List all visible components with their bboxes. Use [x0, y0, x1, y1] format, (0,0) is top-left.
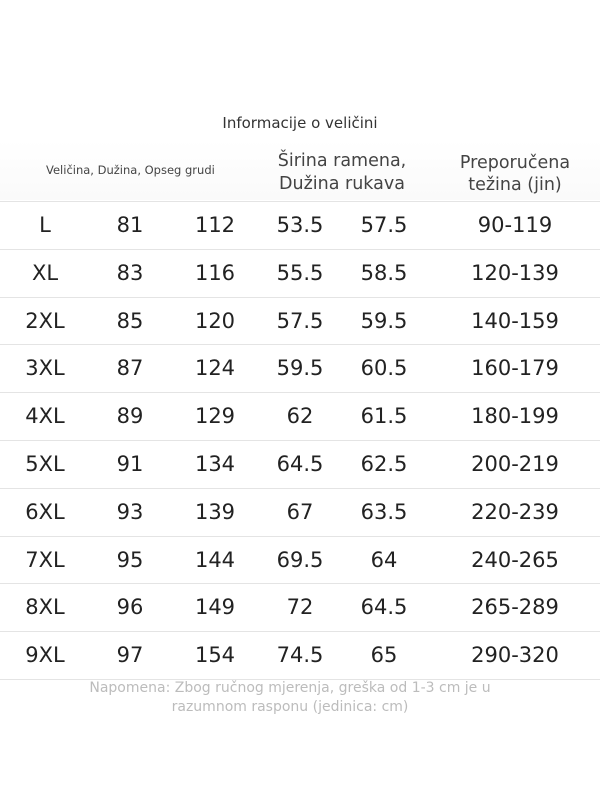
table-row: [0, 392, 600, 440]
cell-chest: 144: [194, 547, 236, 572]
cell-weight: 90-119: [477, 213, 553, 237]
header-size-length-chest: Veličina, Dužina, Opseg grudi: [46, 163, 215, 177]
cell-size: L: [39, 213, 51, 237]
cell-chest: 124: [194, 356, 236, 381]
note-line-2: razumnom rasponu (jedinica: cm): [171, 699, 409, 715]
header-shoulder-label: Širina ramena,: [277, 151, 407, 171]
cell-size: 8XL: [25, 595, 65, 620]
header-weight-label-line1: Preporučena: [459, 153, 571, 173]
table-row: [0, 488, 600, 536]
cell-chest: 154: [194, 643, 236, 668]
cell-size: 4XL: [25, 404, 65, 429]
cell-shoulder: 64.5: [276, 451, 324, 476]
table-row: [0, 201, 600, 249]
table-row: [0, 249, 600, 297]
cell-length: 81: [116, 213, 144, 237]
table-row: [0, 344, 600, 392]
cell-sleeve: 59.5: [360, 308, 408, 333]
cell-weight: 140-159: [471, 308, 559, 333]
cell-sleeve: 65: [370, 643, 398, 668]
cell-length: 93: [116, 499, 144, 524]
cell-weight: 240-265: [471, 547, 559, 572]
cell-weight: 265-289: [471, 595, 559, 620]
cell-shoulder: 53.5: [276, 213, 324, 237]
size-table: [0, 201, 600, 680]
cell-shoulder: 55.5: [276, 260, 324, 285]
cell-size: XL: [31, 260, 59, 285]
cell-length: 97: [116, 643, 144, 668]
cell-size: 9XL: [25, 643, 65, 668]
note-line-1: Napomena: Zbog ručnog mjerenja, greška od 1-3 cm je u: [89, 680, 491, 696]
header-shoulder-sleeve: [262, 150, 422, 196]
cell-size: 2XL: [25, 308, 65, 333]
measurement-note: [40, 679, 540, 717]
cell-size: 5XL: [25, 451, 65, 476]
header-sleeve-label: Dužina rukava: [279, 174, 405, 194]
cell-chest: 112: [194, 213, 236, 237]
cell-length: 95: [116, 547, 144, 572]
cell-length: 87: [116, 356, 144, 381]
cell-weight: 160-179: [471, 356, 559, 381]
table-row: [0, 583, 600, 631]
cell-sleeve: 64.5: [360, 595, 408, 620]
cell-length: 96: [116, 595, 144, 620]
cell-sleeve: 61.5: [360, 404, 408, 429]
cell-sleeve: 64: [370, 547, 398, 572]
cell-weight: 200-219: [471, 451, 559, 476]
cell-shoulder: 72: [286, 595, 314, 620]
cell-length: 85: [116, 308, 144, 333]
cell-sleeve: 62.5: [360, 451, 408, 476]
cell-chest: 120: [194, 308, 236, 333]
header-recommended-weight: [435, 152, 595, 196]
cell-shoulder: 62: [286, 404, 314, 429]
table-row: [0, 297, 600, 345]
cell-weight: 180-199: [471, 404, 559, 429]
cell-shoulder: 74.5: [276, 643, 324, 668]
cell-sleeve: 63.5: [360, 499, 408, 524]
cell-size: 6XL: [25, 499, 65, 524]
cell-size: 3XL: [25, 356, 65, 381]
cell-chest: 134: [194, 451, 236, 476]
cell-size: 7XL: [25, 547, 65, 572]
table-row: [0, 536, 600, 584]
table-row: [0, 631, 600, 680]
cell-sleeve: 60.5: [360, 356, 408, 381]
cell-shoulder: 59.5: [276, 356, 324, 381]
header-weight-label-line2: težina (jin): [468, 175, 562, 195]
cell-length: 91: [116, 451, 144, 476]
cell-shoulder: 67: [286, 499, 314, 524]
cell-chest: 116: [194, 260, 236, 285]
cell-chest: 139: [194, 499, 236, 524]
cell-weight: 290-320: [471, 643, 559, 668]
page-title: Informacije o veličini: [222, 114, 378, 132]
cell-weight: 220-239: [471, 499, 559, 524]
table-row: [0, 440, 600, 488]
cell-length: 89: [116, 404, 144, 429]
cell-shoulder: 57.5: [276, 308, 324, 333]
cell-chest: 129: [194, 404, 236, 429]
cell-sleeve: 58.5: [360, 260, 408, 285]
cell-shoulder: 69.5: [276, 547, 324, 572]
cell-weight: 120-139: [471, 260, 559, 285]
cell-chest: 149: [194, 595, 236, 620]
cell-sleeve: 57.5: [360, 213, 408, 237]
cell-length: 83: [116, 260, 144, 285]
